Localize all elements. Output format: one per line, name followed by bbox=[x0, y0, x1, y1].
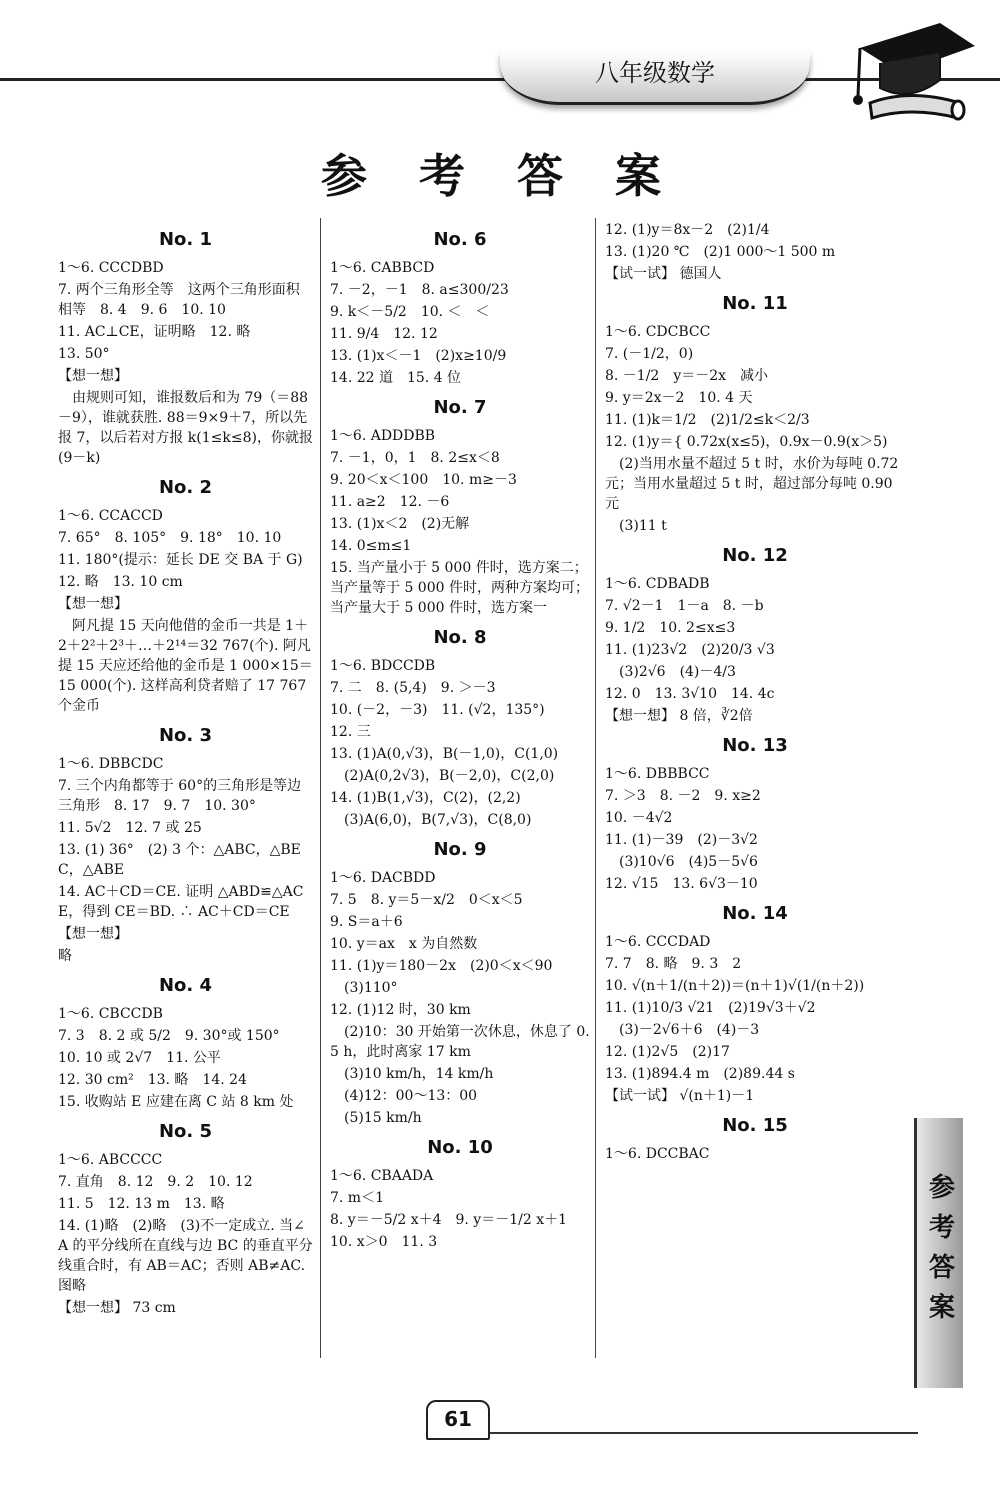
answer-line: 9. 1/2 10. 2≤x≤3 bbox=[605, 620, 736, 636]
answer-line: 7. －2，－1 8. a≤300/23 bbox=[330, 282, 509, 298]
answer-line: 12. (1)2√5 (2)17 bbox=[605, 1044, 730, 1060]
section-title: No. 1 bbox=[158, 229, 213, 250]
column-divider bbox=[320, 218, 321, 1358]
answer-line: 14. 0≤m≤1 bbox=[330, 538, 412, 554]
answer-line: 12. (1)12 时，30 km bbox=[330, 1002, 471, 1018]
section-title: No. 8 bbox=[433, 627, 487, 648]
answer-line: 9. k＜－5/2 10. ＜ ＜ bbox=[330, 304, 490, 320]
answer-line: 【试一试】 √(n＋1)－1 bbox=[605, 1088, 755, 1104]
answer-line: 11. a≥2 12. －6 bbox=[330, 494, 450, 510]
answer-line: 1～6. ABCCCC bbox=[58, 1152, 163, 1168]
answer-line: (3)2√6 (4)－4/3 bbox=[605, 664, 736, 680]
footer-rule bbox=[488, 1432, 918, 1434]
answer-line: 11. (1)10/3 √21 (2)19√3＋√2 bbox=[605, 1000, 816, 1016]
answer-line: 10. －4√2 bbox=[605, 810, 673, 826]
section-title: No. 2 bbox=[158, 477, 213, 498]
answer-line: 【想一想】 bbox=[58, 926, 128, 942]
answer-line: (3)10√6 (4)5－5√6 bbox=[605, 854, 758, 870]
answer-line: 10. (－2，－3) 11. (√2，135°) bbox=[330, 702, 545, 718]
answer-line: 11. 5√2 12. 7 或 25 bbox=[58, 820, 202, 836]
answer-section bbox=[605, 904, 905, 1106]
answer-column-1 bbox=[58, 220, 313, 1320]
answer-line: 8. y＝－5/2 x＋4 9. y＝－1/2 x＋1 bbox=[330, 1212, 568, 1228]
answer-line: 1～6. ADDDBB bbox=[330, 428, 436, 444]
answer-line: 12. (1)y＝{ 0.72x(x≤5)，0.9x－0.9(x＞5) bbox=[605, 434, 888, 450]
answer-line: 14. (1)略 (2)略 (3)不一定成立. 当∠A 的平分线所在直线与边 BC 的垂直平分线重合时，有 AB＝AC；否则 AB≠AC. 图略 bbox=[58, 1218, 313, 1294]
section-title: No. 6 bbox=[433, 229, 487, 250]
answer-line: 【想一想】 73 cm bbox=[58, 1300, 176, 1316]
answer-column-2 bbox=[330, 220, 590, 1254]
answer-section bbox=[58, 726, 313, 966]
answer-line: 7. 三个内角都等于 60°的三角形是等边三角形 8. 17 9. 7 10. 30° bbox=[58, 778, 302, 814]
answer-line: 12. √15 13. 6√3－10 bbox=[605, 876, 758, 892]
answer-section bbox=[605, 736, 905, 894]
answer-line: 7. 5 8. y＝5－x/2 0＜x＜5 bbox=[330, 892, 523, 908]
answer-line: 1～6. CABBCD bbox=[330, 260, 435, 276]
answer-line: 7. －1，0，1 8. 2≤x＜8 bbox=[330, 450, 500, 466]
answer-line: 11. 5 12. 13 m 13. 略 bbox=[58, 1196, 225, 1212]
answer-line: 10. y＝ax x 为自然数 bbox=[330, 936, 478, 952]
answer-line: 14. (1)B(1,√3)，C(2)，(2,2) bbox=[330, 790, 521, 806]
answer-line: 13. 50° bbox=[58, 346, 110, 362]
answer-line: (2)当用水量不超过 5 t 时，水价为每吨 0.72 元；当用水量超过 5 t 时，超过部分每吨 0.90 元 bbox=[605, 456, 903, 512]
column-divider bbox=[595, 218, 596, 1358]
answer-line: 13. (1)20 ℃ (2)1 000～1 500 m bbox=[605, 244, 836, 260]
answer-line: 7. 两个三角形全等 这两个三角形面积相等 8. 4 9. 6 10. 10 bbox=[58, 282, 300, 318]
answer-line: 【想一想】 8 倍，∛2倍 bbox=[605, 708, 753, 724]
grade-label: 八年级数学 bbox=[500, 52, 810, 105]
answer-line: 13. (1)894.4 m (2)89.44 s bbox=[605, 1066, 795, 1082]
answer-line: 11. 9/4 12. 12 bbox=[330, 326, 438, 342]
answer-line: 15. 当产量小于 5 000 件时，选方案二；当产量等于 5 000 件时，两种方案均可；当产量大于 5 000 件时，选方案一 bbox=[330, 560, 589, 616]
answer-line: 11. (1)y＝180－2x (2)0＜x＜90 bbox=[330, 958, 553, 974]
answer-line: 7. ＞3 8. －2 9. x≥2 bbox=[605, 788, 761, 804]
answer-section bbox=[330, 398, 590, 618]
answer-section bbox=[330, 230, 590, 388]
answer-line: (4)12：00～13：00 bbox=[330, 1088, 478, 1104]
answer-line: 7. 65° 8. 105° 9. 18° 10. 10 bbox=[58, 530, 282, 546]
answer-line: 7. (－1/2，0) bbox=[605, 346, 694, 362]
section-title: No. 9 bbox=[433, 839, 487, 860]
answer-section bbox=[58, 478, 313, 716]
answer-line: 9. y＝2x－2 10. 4 天 bbox=[605, 390, 753, 406]
answer-line: 12. 略 13. 10 cm bbox=[58, 574, 183, 590]
answer-section bbox=[58, 1122, 313, 1318]
side-tab bbox=[914, 1118, 963, 1388]
section-title: No. 5 bbox=[158, 1121, 213, 1142]
answer-line: 1～6. CBCCDB bbox=[58, 1006, 163, 1022]
answer-line: 1～6. CCCDAD bbox=[605, 934, 711, 950]
answer-line: 11. (1)23√2 (2)20/3 √3 bbox=[605, 642, 775, 658]
answer-line: 8. －1/2 y＝－2x 减小 bbox=[605, 368, 769, 384]
answer-section bbox=[605, 546, 905, 726]
section-title: No. 4 bbox=[158, 975, 213, 996]
answer-section bbox=[605, 1116, 905, 1164]
answer-line: 13. (1) 36° (2) 3 个：△ABC，△BEC，△ABE bbox=[58, 842, 301, 878]
answer-section bbox=[605, 220, 905, 284]
answer-line: 1～6. DCCBAC bbox=[605, 1146, 710, 1162]
answer-line: (3)－2√6＋6 (4)－3 bbox=[605, 1022, 760, 1038]
answer-line: 13. (1)x＜2 (2)无解 bbox=[330, 516, 470, 532]
answer-line: 【试一试】 德国人 bbox=[605, 266, 722, 282]
answer-section bbox=[605, 294, 905, 536]
answer-line: (2)A(0,2√3)，B(－2,0)，C(2,0) bbox=[330, 768, 555, 784]
answer-line: 1～6. DBBBCC bbox=[605, 766, 710, 782]
answer-line: 13. (1)x＜－1 (2)x≥10/9 bbox=[330, 348, 507, 364]
answer-line: 7. 7 8. 略 9. 3 2 bbox=[605, 956, 742, 972]
answer-line: 1～6. CDCBCC bbox=[605, 324, 711, 340]
answer-line: 14. AC＋CD＝CE. 证明 △ABD≌△ACE，得到 CE＝BD. ∴ AC＋CD＝CE bbox=[58, 884, 304, 920]
section-title: No. 3 bbox=[158, 725, 213, 746]
answer-line: 10. √(n＋1/(n＋2))＝(n＋1)√(1/(n＋2)) bbox=[605, 978, 865, 994]
answer-line: 11. 180°(提示：延长 DE 交 BA 于 G) bbox=[58, 552, 303, 568]
answer-line: 12. 0 13. 3√10 14. 4c bbox=[605, 686, 775, 702]
answer-section bbox=[330, 1138, 590, 1252]
answer-line: 略 bbox=[58, 948, 72, 964]
answer-line: 7. 3 8. 2 或 5/2 9. 30°或 150° bbox=[58, 1028, 280, 1044]
answer-line: 7. 二 8. (5,4) 9. ＞－3 bbox=[330, 680, 496, 696]
answer-line: 1～6. CCACCD bbox=[58, 508, 163, 524]
answer-line: 1～6. BDCCDB bbox=[330, 658, 436, 674]
answer-line: 1～6. CBAADA bbox=[330, 1168, 434, 1184]
graduation-cap-icon bbox=[840, 18, 980, 138]
answer-line: 11. AC⊥CE，证明略 12. 略 bbox=[58, 324, 251, 340]
answer-line: (5)15 km/h bbox=[330, 1110, 422, 1126]
answer-line: 1～6. CDBADB bbox=[605, 576, 710, 592]
answer-line: 【想一想】 bbox=[58, 596, 128, 612]
side-tab-label: 参考答案 bbox=[924, 1173, 955, 1333]
answer-line: 9. S＝a＋6 bbox=[330, 914, 403, 930]
answer-line: (3)10 km/h，14 km/h bbox=[330, 1066, 494, 1082]
answer-line: 11. (1)k＝1/2 (2)1/2≤k＜2/3 bbox=[605, 412, 810, 428]
answer-line: 14. 22 道 15. 4 位 bbox=[330, 370, 462, 386]
answer-line: (3)A(6,0)，B(7,√3)，C(8,0) bbox=[330, 812, 532, 828]
answer-section bbox=[330, 628, 590, 830]
answer-line: 阿凡提 15 天向他借的金币一共是 1＋2＋2²＋2³＋…＋2¹⁴＝32 767(个). 阿凡提 15 天应还给他的金币是 1 000×15＝15 000(个). 这样高利贷者赔了 17 767 个金币 bbox=[58, 618, 313, 714]
section-title: No. 10 bbox=[427, 1137, 493, 1158]
section-title: No. 14 bbox=[722, 903, 788, 924]
answer-line: 【想一想】 bbox=[58, 368, 128, 384]
answer-line: 13. (1)A(0,√3)，B(－1,0)，C(1,0) bbox=[330, 746, 559, 762]
answer-line: 7. 直角 8. 12 9. 2 10. 12 bbox=[58, 1174, 253, 1190]
answer-line: 11. (1)－39 (2)－3√2 bbox=[605, 832, 758, 848]
answer-line: (3)110° bbox=[330, 980, 398, 996]
answer-line: 1～6. DBBCDC bbox=[58, 756, 164, 772]
answer-column-3 bbox=[605, 220, 905, 1166]
page-title: 参 考 答 案 bbox=[320, 149, 680, 203]
answer-line: 9. 20＜x＜100 10. m≥－3 bbox=[330, 472, 517, 488]
section-title: No. 7 bbox=[433, 397, 487, 418]
answer-line: 7. √2－1 1－a 8. －b bbox=[605, 598, 764, 614]
section-title: No. 11 bbox=[722, 293, 788, 314]
answer-line: (3)11 t bbox=[605, 518, 667, 534]
answer-line: 1～6. CCCDBD bbox=[58, 260, 164, 276]
answer-line: 12. 三 bbox=[330, 724, 371, 740]
answer-section bbox=[330, 840, 590, 1128]
section-title: No. 15 bbox=[722, 1115, 788, 1136]
answer-section bbox=[58, 976, 313, 1112]
answer-line: (2)10：30 开始第一次休息，休息了 0.5 h，此时离家 17 km bbox=[330, 1024, 590, 1060]
section-title: No. 12 bbox=[722, 545, 788, 566]
answer-line: 12. 30 cm² 13. 略 14. 24 bbox=[58, 1072, 247, 1088]
answer-line: 10. 10 或 2√7 11. 公平 bbox=[58, 1050, 221, 1066]
answer-line: 12. (1)y＝8x－2 (2)1/4 bbox=[605, 222, 770, 238]
page-number: 61 bbox=[426, 1400, 490, 1440]
answer-section bbox=[58, 230, 313, 468]
section-title: No. 13 bbox=[722, 735, 788, 756]
answer-line: 10. x＞0 11. 3 bbox=[330, 1234, 438, 1250]
answer-line: 1～6. DACBDD bbox=[330, 870, 436, 886]
answer-line: 15. 收购站 E 应建在离 C 站 8 km 处 bbox=[58, 1094, 294, 1110]
answer-line: 由规则可知，谁报数后和为 79（＝88－9），谁就获胜. 88＝9×9＋7，所以先报 7，以后若对方报 k(1≤k≤8)，你就报(9－k) bbox=[58, 390, 313, 466]
answer-line: 7. m＜1 bbox=[330, 1190, 384, 1206]
